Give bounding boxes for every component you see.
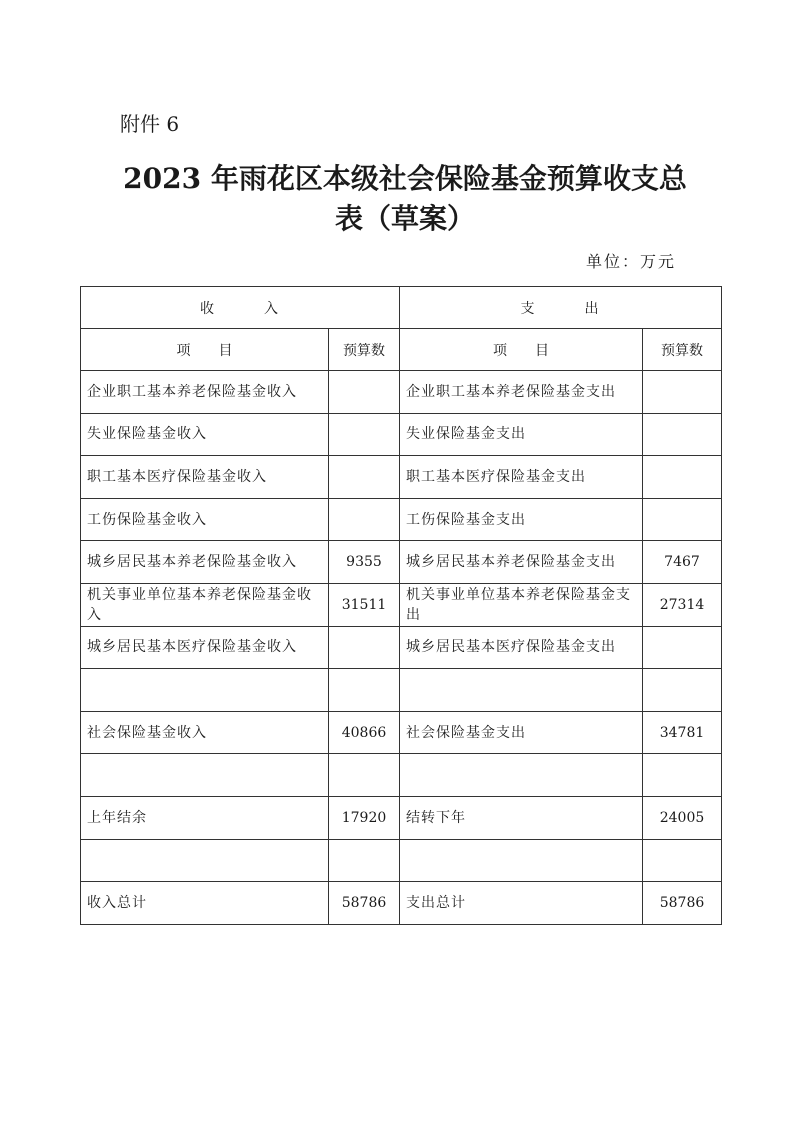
expense-amount-cell: 34781 (643, 711, 722, 754)
expense-item-cell: 职工基本医疗保险基金支出 (400, 456, 643, 499)
expense-item-cell: 结转下年 (400, 796, 643, 839)
income-item-cell (81, 754, 329, 797)
expense-amount-cell (643, 669, 722, 712)
income-amount-cell (329, 626, 400, 669)
document-title-line1: 2023 年雨花区本级社会保险基金预算收支总 (123, 162, 687, 195)
income-item-cell: 职工基本医疗保险基金收入 (81, 456, 329, 499)
expense-item-cell: 工伤保险基金支出 (400, 498, 643, 541)
income-amount-cell (329, 839, 400, 882)
table-row (81, 669, 722, 712)
document-title-line2: 表（草案） (334, 202, 475, 235)
expense-item-cell: 企业职工基本养老保险基金支出 (400, 371, 643, 414)
unit-label: 单位：万元 (586, 252, 677, 271)
expense-item-cell: 机关事业单位基本养老保险基金支出 (400, 583, 643, 626)
expense-item-cell (400, 669, 643, 712)
expense-amount-cell: 27314 (643, 583, 722, 626)
expense-section-header: 支 出 (400, 287, 722, 329)
expense-amount-cell: 24005 (643, 796, 722, 839)
income-item-cell: 失业保险基金收入 (81, 413, 329, 456)
expense-item-header: 项 目 (400, 329, 643, 371)
table-row (81, 626, 722, 669)
income-item-cell: 城乡居民基本养老保险基金收入 (81, 541, 329, 584)
expense-amount-cell (643, 839, 722, 882)
income-item-cell: 社会保险基金收入 (81, 711, 329, 754)
income-amount-cell (329, 754, 400, 797)
income-amount-cell (329, 413, 400, 456)
expense-item-cell: 社会保险基金支出 (400, 711, 643, 754)
income-amount-cell: 17920 (329, 796, 400, 839)
expense-item-cell: 失业保险基金支出 (400, 413, 643, 456)
income-item-cell: 机关事业单位基本养老保险基金收入 (81, 583, 329, 626)
table-row (81, 754, 722, 797)
table-row (81, 371, 722, 414)
expense-item-cell (400, 839, 643, 882)
table-row (81, 498, 722, 541)
table-row (81, 796, 722, 839)
income-item-cell: 收入总计 (81, 882, 329, 925)
expense-item-cell (400, 754, 643, 797)
table-row (81, 711, 722, 754)
expense-item-cell: 城乡居民基本医疗保险基金支出 (400, 626, 643, 669)
income-item-cell: 工伤保险基金收入 (81, 498, 329, 541)
attachment-label: 附件 6 (120, 112, 180, 136)
income-amount-cell (329, 456, 400, 499)
income-amount-cell: 9355 (329, 541, 400, 584)
income-amount-cell: 40866 (329, 711, 400, 754)
income-budget-header: 预算数 (329, 329, 400, 371)
expense-amount-cell (643, 456, 722, 499)
table-row (81, 882, 722, 925)
table-row (81, 541, 722, 584)
expense-item-cell: 支出总计 (400, 882, 643, 925)
table-row (81, 839, 722, 882)
income-amount-cell (329, 498, 400, 541)
expense-amount-cell (643, 754, 722, 797)
expense-amount-cell (643, 626, 722, 669)
expense-item-cell: 城乡居民基本养老保险基金支出 (400, 541, 643, 584)
income-section-header: 收 入 (81, 287, 400, 329)
table-row (81, 413, 722, 456)
income-amount-cell (329, 371, 400, 414)
income-item-cell (81, 839, 329, 882)
income-amount-cell (329, 669, 400, 712)
expense-budget-header: 预算数 (643, 329, 722, 371)
expense-amount-cell (643, 498, 722, 541)
table-section-header-row (81, 287, 722, 329)
budget-table (80, 286, 722, 925)
table-column-header-row (81, 329, 722, 371)
expense-amount-cell (643, 371, 722, 414)
income-amount-cell: 58786 (329, 882, 400, 925)
income-item-cell (81, 669, 329, 712)
table-row (81, 583, 722, 626)
expense-amount-cell: 7467 (643, 541, 722, 584)
expense-amount-cell (643, 413, 722, 456)
income-item-cell: 企业职工基本养老保险基金收入 (81, 371, 329, 414)
income-item-cell: 城乡居民基本医疗保险基金收入 (81, 626, 329, 669)
income-amount-cell: 31511 (329, 583, 400, 626)
income-item-cell: 上年结余 (81, 796, 329, 839)
table-row (81, 456, 722, 499)
income-item-header: 项 目 (81, 329, 329, 371)
expense-amount-cell: 58786 (643, 882, 722, 925)
